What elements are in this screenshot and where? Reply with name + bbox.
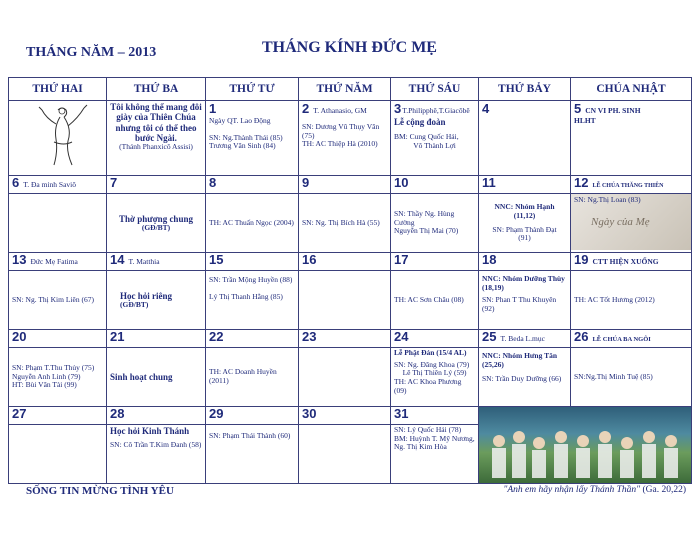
week-1-row: [9, 101, 692, 176]
day-number-cell-9: [299, 176, 391, 194]
calendar-table: [8, 77, 692, 484]
week-5-number-row: [9, 407, 692, 425]
birthday-text: Trương Văn Sinh (84): [209, 141, 276, 151]
weekday-mon: THỨ HAI: [9, 78, 107, 101]
day-body-12: [571, 194, 692, 253]
day-number-cell-23: [299, 330, 391, 348]
saint-label: T. Athanasio, GM: [313, 106, 367, 115]
week-4-body-row: [9, 348, 692, 407]
feast-label: LỄ CHÚA BA NGÔI: [592, 336, 651, 343]
day-number-cell-15: [206, 253, 299, 271]
event-text: Lễ Phật Đản (15/4 AL): [394, 348, 467, 357]
birthday-text: SN: Phạm T.Thu Thủy (75): [12, 363, 95, 373]
quote-text: "Anh em hãy nhận lấy Thánh Thần": [503, 485, 641, 495]
day-number-cell-24: [391, 330, 479, 348]
event-text: Học hỏi riêng: [120, 290, 172, 301]
day-number-cell-11: [479, 176, 571, 194]
day-body-7: [107, 194, 206, 253]
day-body-27: [9, 425, 107, 484]
birthday-text: SN: Lý Quốc Hải (78): [394, 425, 462, 434]
day-number-cell-14: [107, 253, 206, 271]
day-body-9: [299, 194, 391, 253]
birthday-text: SN: Trần Mộng Huyền (88): [209, 275, 293, 284]
day-body-15: [206, 271, 299, 330]
birthday-text: Nguyễn Anh Linh (79): [12, 371, 81, 381]
day-number-cell-16: [299, 253, 391, 271]
day-number: 9: [302, 175, 310, 190]
day-number: 5: [574, 101, 582, 116]
day-body-23: [299, 348, 391, 407]
day-body-25: [479, 348, 571, 407]
month-heading: THÁNG NĂM – 2013: [26, 45, 157, 60]
day-number: 12: [574, 175, 589, 190]
birthday-text: SN: Ng. Thị Kim Liên (67): [12, 294, 94, 304]
day-number-cell-31: [391, 407, 479, 425]
birthday-text: SN: Cô Trần T.Kim Đanh (58): [110, 440, 202, 450]
event-text: Lễ cộng đoàn: [394, 116, 446, 127]
day-number: 11: [482, 175, 496, 190]
week-3-number-row: [9, 253, 692, 271]
feast-label: LỄ CHÚA THĂNG THIÊN: [592, 183, 664, 189]
day-body-11: [479, 194, 571, 253]
day-number: 27: [12, 406, 27, 421]
quote-reference: (Ga. 20,22): [642, 485, 686, 495]
day-number: 26: [574, 329, 589, 344]
day-number-cell-21: [107, 330, 206, 348]
day-number: 4: [482, 101, 490, 116]
birthday-text: Lý Thị Thanh Hằng (85): [209, 291, 283, 301]
anniversary-text: TH: AC Sơn Châu (08): [394, 294, 464, 304]
day-number: 18: [482, 252, 497, 267]
day-body-17: [391, 271, 479, 330]
birthday-text: SN: Dương Vũ Thụy Vân (75): [302, 121, 380, 140]
day-number-cell-17: [391, 253, 479, 271]
day-number-cell-29: [206, 407, 299, 425]
weekday-header-row: [9, 78, 692, 101]
day-body-16: [299, 271, 391, 330]
prayer-text: Võ Thành Lợi: [413, 140, 456, 150]
day-body-28: [107, 425, 206, 484]
group-text: (11,12): [513, 210, 536, 220]
day-body-24: [391, 348, 479, 407]
week-2-body-row: [9, 194, 692, 253]
birthday-text: Nguyễn Thị Mai (70): [394, 226, 459, 236]
day-number: 14: [110, 252, 125, 267]
day-number: 22: [209, 329, 224, 344]
day-body-8: [206, 194, 299, 253]
day-number: 13: [12, 252, 27, 267]
event-text: Thờ phượng chung: [119, 213, 193, 224]
day-number-cell-18: [479, 253, 571, 271]
group-text: NNC: Nhóm Hạnh: [494, 202, 555, 212]
page-title: THÁNG KÍNH ĐỨC MẸ: [262, 39, 437, 56]
mothers-day-photo: [571, 194, 691, 250]
day-number: 31: [394, 406, 409, 421]
day-number-cell-27: [9, 407, 107, 425]
day-body-19: [571, 271, 692, 330]
day-body-31: [391, 425, 479, 484]
group-text: NNC: Nhóm Dưỡng Thùy (18,19): [482, 274, 565, 292]
day-number-cell-26: [571, 330, 692, 348]
day-number-cell-22: [206, 330, 299, 348]
day-number-cell-7: [107, 176, 206, 194]
day-number: 1: [209, 101, 217, 116]
day-number: 21: [110, 329, 125, 344]
anniversary-text: TH: AC Thiệp Hà (2010): [302, 139, 378, 149]
day-cell-3: [391, 101, 479, 176]
footer-quote: [503, 485, 686, 495]
saint-label: T. Beda L.mục: [500, 334, 545, 343]
day-cell-quote: [107, 101, 206, 176]
saint-label: T.Philipphê,T.Giacôbê: [402, 106, 470, 115]
birthday-text: SN:Ng.Thị Minh Tuệ (85): [574, 371, 653, 381]
day-number-cell-19: [571, 253, 692, 271]
saint-label: T. Matthia: [128, 257, 160, 266]
day-number: 8: [209, 175, 217, 190]
prayer-text: BM: Cung Quốc Hải,: [394, 132, 459, 142]
day-number: 25: [482, 329, 497, 344]
day-number-cell-25: [479, 330, 571, 348]
group-photo-cell: [479, 407, 692, 484]
birthday-text: SN: Phạm Thành Đạt: [492, 224, 557, 234]
prayer-text: BM: Huỳnh T. Mỹ Nương,: [394, 433, 475, 443]
birthday-text: SN: Phan T Thu Khuyên (92): [482, 295, 557, 313]
week-4-number-row: [9, 330, 692, 348]
day-number: 16: [302, 252, 317, 267]
event-text: (GĐ/BT): [120, 299, 149, 309]
birthday-text: SN: Ng. Thị Bích Hà (55): [302, 217, 380, 227]
weekday-tue: THỨ BA: [107, 78, 206, 101]
prayer-text: Ng. Thị Kim Hòa: [394, 442, 447, 452]
day-number: 20: [12, 329, 27, 344]
birthday-text: SN: Ng. Đăng Khoa (79): [394, 359, 470, 369]
weekday-sat: THỨ BẢY: [479, 78, 571, 101]
saint-illustration-cell: [9, 101, 107, 176]
day-number: 7: [110, 175, 118, 190]
birthday-text: SN: Ng.Thành Thái (85): [209, 132, 283, 142]
day-cell-1: [206, 101, 299, 176]
event-text: HLHT: [574, 115, 596, 125]
day-number: 3: [394, 101, 402, 116]
feast-label: Đức Mẹ Fatima: [30, 257, 78, 266]
group-text: NNC: Nhóm Hưng Tân (25,26): [482, 351, 557, 369]
saint-figure-icon: [18, 102, 98, 168]
footer-motto: SỐNG TIN MỪNG TÌNH YÊU: [26, 485, 174, 497]
day-number: 23: [302, 329, 317, 344]
quote-text: Tôi không thể mang đôi giày của Thiên Chúa nhưng tôi có thể theo bước Ngài.: [110, 102, 202, 144]
anniversary-text: TH: AC Doanh Huyền (2011): [209, 367, 277, 385]
anniversary-text: TH: AC Thuấn Ngọc (2004): [209, 217, 294, 227]
day-number: 15: [209, 252, 224, 267]
day-cell-4: [479, 101, 571, 176]
weekday-fri: THỨ SÁU: [391, 78, 479, 101]
memorial-text: HT: Bùi Văn Tài (99): [12, 380, 77, 390]
people-photo-icon: [479, 407, 692, 481]
event-text: Học hỏi Kinh Thánh: [110, 426, 190, 436]
anniversary-text: TH: AC Tốt Hương (2012): [574, 294, 655, 304]
anniversary-text: TH: AC Khoa Phương (09): [394, 376, 462, 395]
day-body-20: [9, 348, 107, 407]
day-number-cell-6: [9, 176, 107, 194]
day-number-cell-12: [571, 176, 692, 194]
birthday-text: SN: Phạm Thái Thành (60): [209, 431, 291, 440]
day-number: 29: [209, 406, 224, 421]
birthday-text: SN: Trần Duy Dưỡng (66): [482, 374, 562, 384]
day-cell-2: [299, 101, 391, 176]
day-number-cell-28: [107, 407, 206, 425]
birthday-text: Lê Thị Thiên Lý (59): [402, 368, 467, 378]
day-cell-5: [571, 101, 692, 176]
day-number: 6: [12, 175, 20, 190]
day-number: 30: [302, 406, 317, 421]
weekday-sun: CHÚA NHẬT: [571, 78, 692, 101]
day-body-6: [9, 194, 107, 253]
day-body-10: [391, 194, 479, 253]
day-number-cell-13: [9, 253, 107, 271]
day-body-22: [206, 348, 299, 407]
day-body-14: [107, 271, 206, 330]
day-number: 24: [394, 329, 409, 344]
weekday-thu: THỨ NĂM: [299, 78, 391, 101]
week-2-number-row: [9, 176, 692, 194]
saint-label: T. Đa minh Saviô: [23, 180, 77, 189]
photo-caption: Ngày của Mẹ: [591, 216, 650, 228]
event-text: Ngày QT. Lao Động: [209, 115, 271, 125]
day-body-13: [9, 271, 107, 330]
week-3-body-row: [9, 271, 692, 330]
event-text: Sinh hoạt chung: [110, 371, 173, 382]
group-photo: [479, 407, 691, 483]
feast-label: CTT HIỆN XUỐNG: [592, 257, 659, 266]
day-body-21: [107, 348, 206, 407]
weekday-wed: THỨ TƯ: [206, 78, 299, 101]
feast-label: CN VI PH. SINH: [585, 106, 641, 115]
day-body-30: [299, 425, 391, 484]
day-number-cell-8: [206, 176, 299, 194]
event-text: (GĐ/BT): [141, 222, 171, 232]
day-number-cell-10: [391, 176, 479, 194]
day-number: 10: [394, 175, 409, 190]
day-number: 19: [574, 252, 589, 267]
day-body-18: [479, 271, 571, 330]
day-body-29: [206, 425, 299, 484]
day-number-cell-30: [299, 407, 391, 425]
day-number: 17: [394, 252, 409, 267]
birthday-text: (91): [518, 233, 531, 243]
day-number-cell-20: [9, 330, 107, 348]
quote-author: (Thánh Phanxicô Assisi): [119, 142, 193, 152]
day-body-26: [571, 348, 692, 407]
day-number: 28: [110, 406, 125, 421]
birthday-text: SN: Thầy Ng. Hùng Cường: [394, 209, 455, 227]
birthday-text: SN: Ng.Thị Loan (83): [574, 195, 641, 204]
day-number: 2: [302, 101, 310, 116]
